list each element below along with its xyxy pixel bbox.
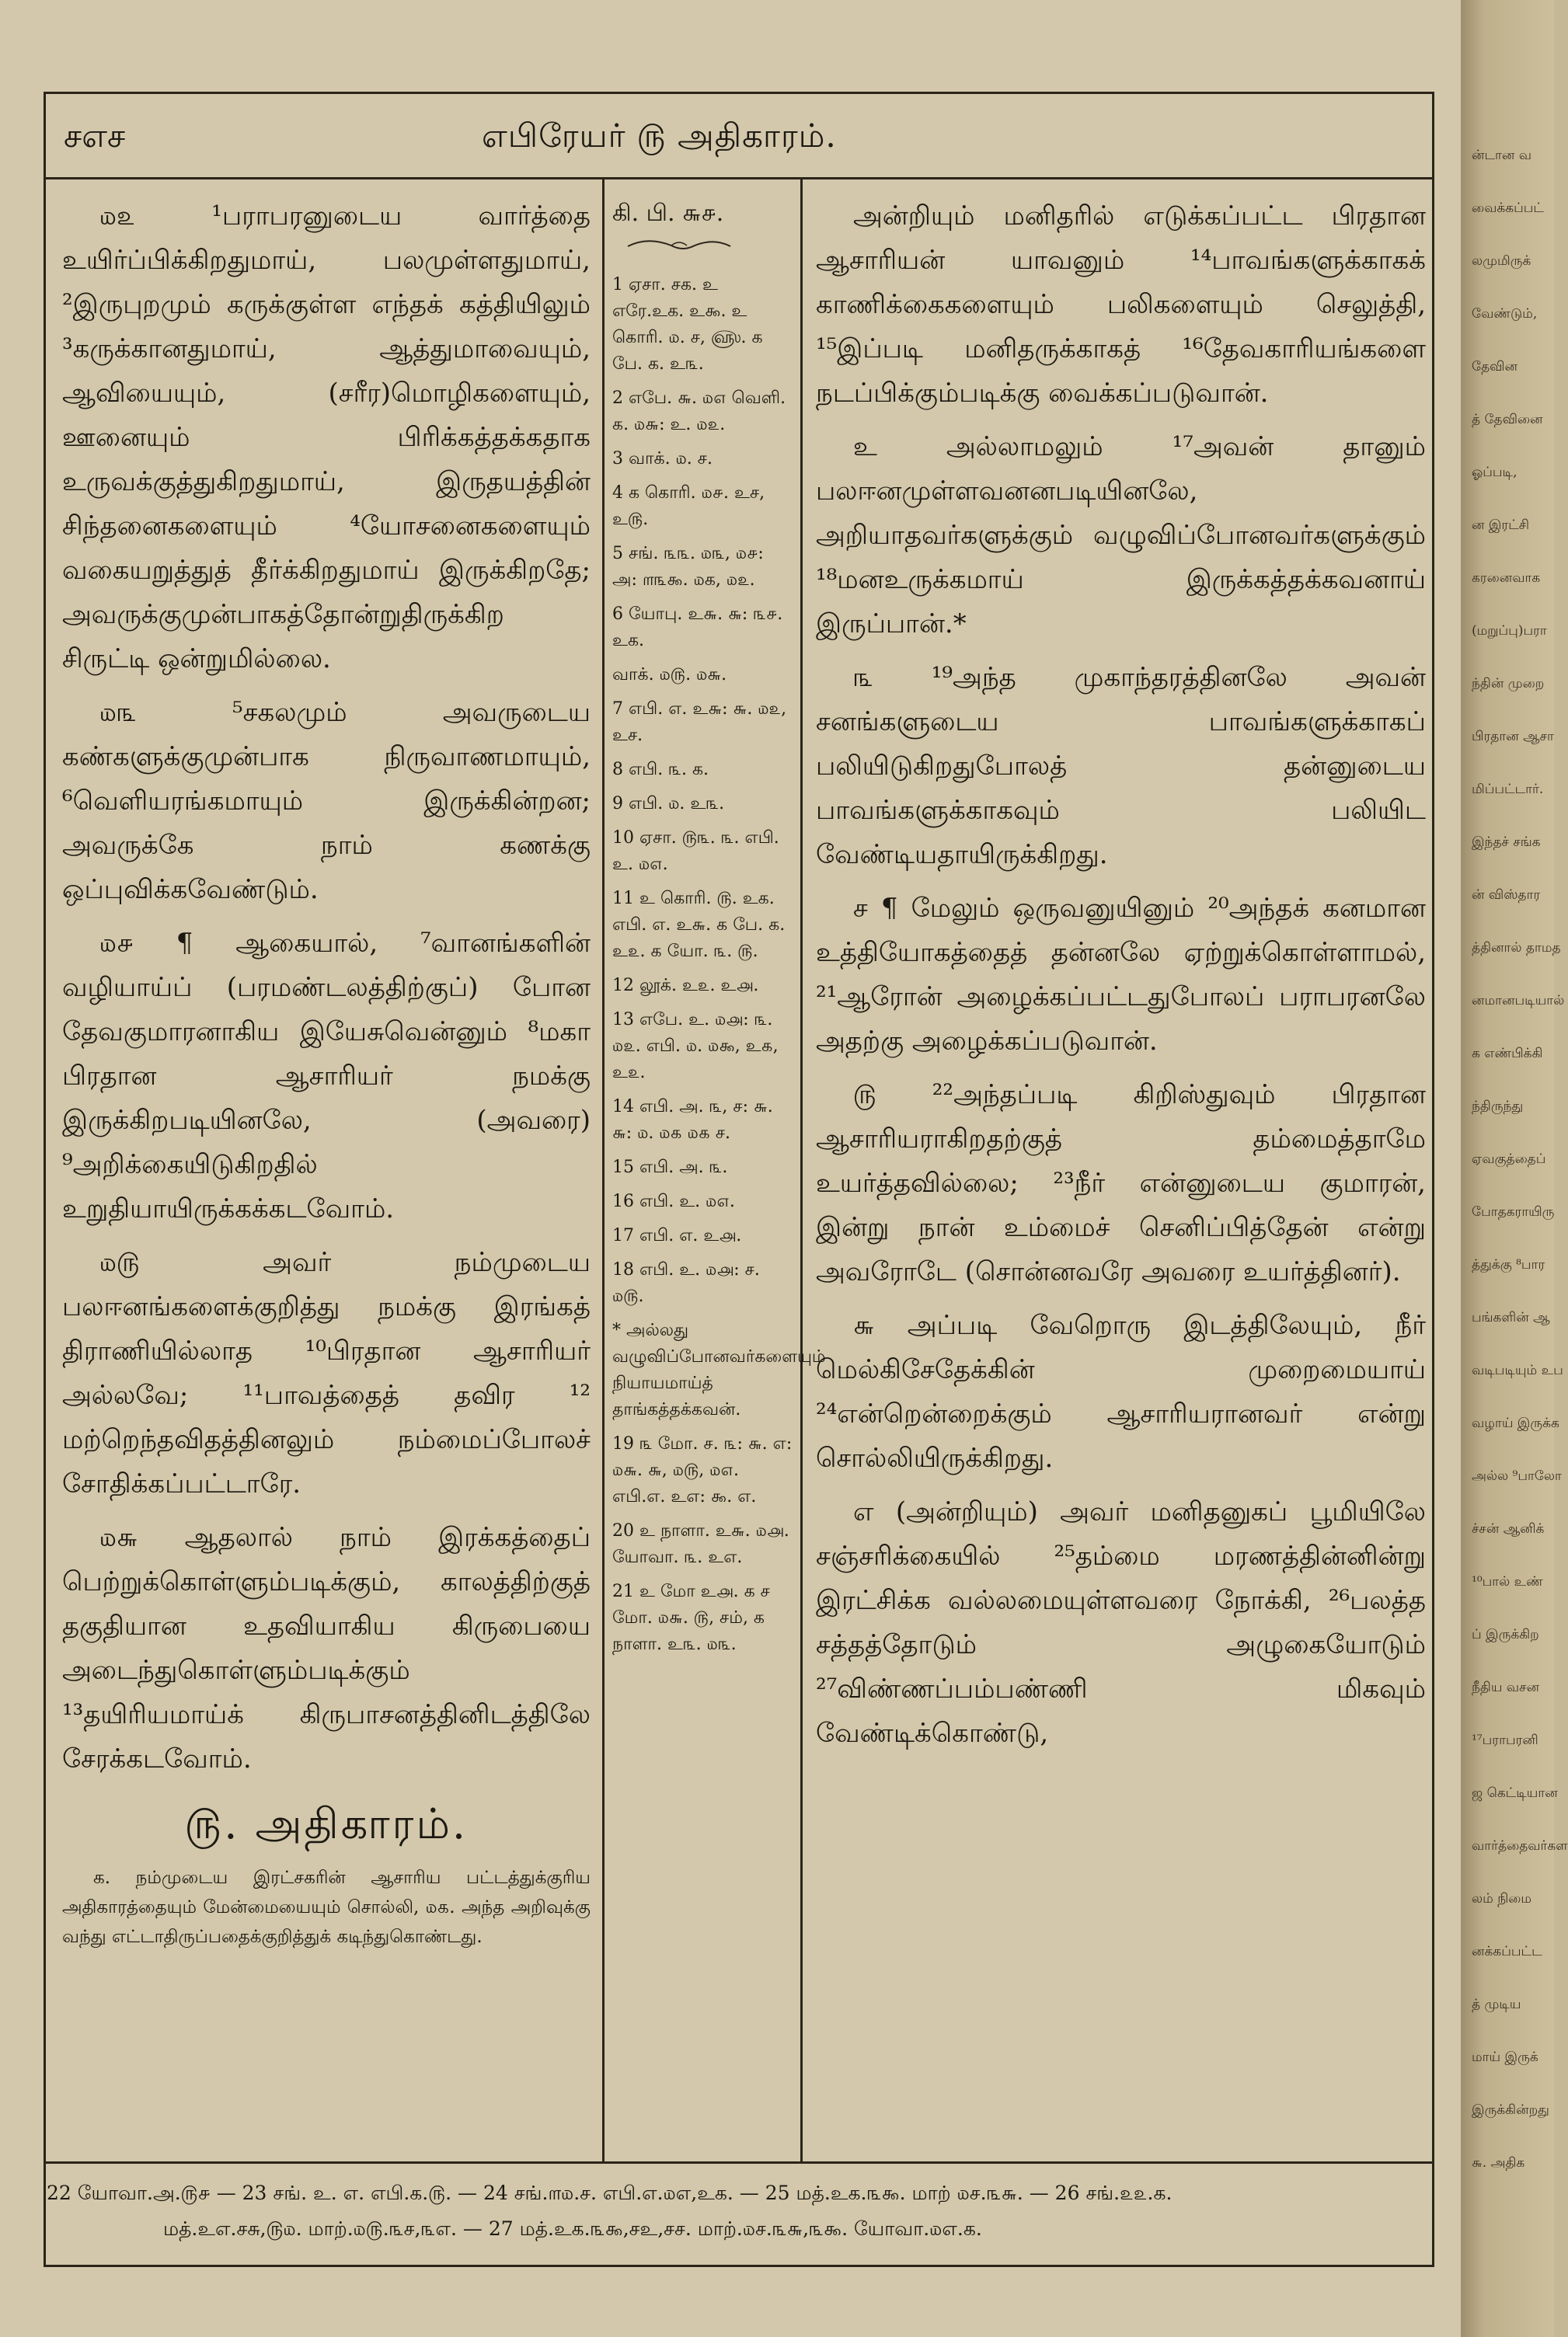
facing-page-fragment: வடிபடியும் உப xyxy=(1472,1363,1563,1378)
facing-page-fragment: மாய் இருக் xyxy=(1472,2050,1538,2065)
facing-page-fragment: ௬. அதிக xyxy=(1472,2155,1525,2171)
cross-reference-item: 15 எபி. அ. ௩. xyxy=(612,1158,728,1177)
facing-page-fragment: ந்திருந்து xyxy=(1472,1099,1524,1114)
facing-page-fragment: பிரதான ஆசா xyxy=(1472,729,1554,744)
cross-reference-item: * அல்லது வழுவிப்போனவர்களையும் நியாயமாய்த் தாங்கத்தக்கவன். xyxy=(612,1321,826,1419)
verse-paragraph: உ அல்லாமலும் ¹⁷அவன் தானும் பலஈனமுள்ளவனனபடியினலே, அறியாதவர்களுக்கும் வழுவிப்போனவர்களுக்கும் ¹⁸மனஉருக்கமாய் இருக்கத்தக்கவனாய் இருப்பான்.* xyxy=(816,431,1426,639)
cross-reference-item: 14 எபி. அ. ௩, ச: ௬. ௬: ௰. ௰௧ ௰௧ ச. xyxy=(612,1097,773,1143)
facing-page-fragment: ஏவகுத்தைப் xyxy=(1472,1151,1546,1167)
verse-paragraph: ௬ அப்படி வேறொரு இடத்திலேயும், நீர் மெல்கிசேதேக்கின் முறைமையாய் ²⁴என்றென்றைக்கும் ஆசாரியரானவர் என்று சொல்லியிருக்கிறது. xyxy=(816,1310,1426,1474)
facing-page-fragment: ச்சன் ஆனிக் xyxy=(1472,1521,1545,1537)
cross-reference-item: 13 எபே. உ. ௰௮: ௩. ௰௨. எபி. ௰. ௰௯, உ௧, உ௨. xyxy=(612,1010,779,1082)
facing-page-fragment: வார்த்தைவர்கள xyxy=(1472,1838,1568,1854)
footnote-line: மத்.உஎ.சசு,௫௰. மாற்.௰௫.௩ச,௩எ. — 27 மத்.உக.௩௯,சஉ,சச. மாற்.௰ச.௩௬,௩௯. யோவா.௰எ.க. xyxy=(163,2217,982,2240)
facing-page-fragment: னக்கப்பட்ட xyxy=(1472,1944,1542,1959)
facing-page-fragment: லம் நிமை xyxy=(1472,1891,1532,1907)
chapter-heading: ௫. அதிகாரம். xyxy=(184,1799,469,1848)
verse-paragraph: ௰௬ ஆதலால் நாம் இரக்கத்தைப் பெற்றுக்கொள்ளும்படிக்கும், காலத்திற்குத் தகுதியான உதவியாகிய கிருபையை அடைந்துகொள்ளும்படிக்கும் ¹³தயிரியமாய்க் கிருபாசனத்தினிடத்திலே சேரக்கடவோம். xyxy=(62,1522,591,1775)
facing-page-fragment: தேவின xyxy=(1472,359,1517,374)
right-text-column xyxy=(816,194,1426,1765)
cross-reference-item: 2 எபே. ௬. ௰௭ வெளி. க. ௰௬: உ. ௰௨. xyxy=(612,388,786,434)
cross-reference-item: 11 உ கொரி. ௫. உக. எபி. எ. உ௬. க பே. க. உ௨. க யோ. ௩. ௫. xyxy=(612,889,786,961)
cross-reference-item: 3 வாக். ௰. ச. xyxy=(612,449,713,468)
verse-paragraph: ௰௪ ¶ ஆகையால், ⁷வானங்களின் வழியாய்ப் (பரமண்டலத்திற்குப்) போன தேவகுமாரனாகிய இயேசுவென்னும் ⁸மகா பிரதான ஆசாரியர் நமக்கு இருக்கிறபடியினலே, (அவரை) ⁹அறிக்கையிடுகிறதில் உறுதியாயிருக்கக்கடவோம். xyxy=(62,928,591,1224)
cross-reference-list xyxy=(612,272,826,1658)
verse-paragraph: அன்றியும் மனிதரில் எடுக்கப்பட்ட பிரதான ஆசாரியன் யாவனும் ¹⁴பாவங்களுக்காகக் காணிக்கைகளையும் பலிகளையும் செலுத்தி, ¹⁵இப்படி மனிதருக்காகத் ¹⁶தேவகாரியங்களை நடப்பிக்கும்படிக்கு வைக்கப்படுவான். xyxy=(816,200,1426,409)
cross-reference-item: 5 சங். ௩௩. ௰௩, ௰௪: அ: ௱௩௯. ௰க, ௰௨. xyxy=(612,544,764,590)
facing-page-fragment: த்துக்கு ⁸பார xyxy=(1472,1257,1545,1273)
cross-reference-item: 18 எபி. உ. ௰௮: ச. ௰௫. xyxy=(612,1260,760,1306)
footnote-references xyxy=(47,2175,1437,2247)
facing-page-fragment: த்தினால் தாமத xyxy=(1472,940,1561,956)
page-number: சஎச xyxy=(64,117,126,155)
facing-page-fragment: ¹⁷பராபரனி xyxy=(1472,1733,1538,1748)
verse-paragraph: ச ¶ மேலும் ஒருவனுயினும் ²⁰அந்தக் கனமான உத்தியோகத்தைத் தன்னலே ஏற்றுக்கொள்ளாமல், ²¹ஆரோன் அழைக்கப்பட்டதுபோலப் பராபரனலே அதற்கு அழைக்கப்படுவான். xyxy=(816,893,1426,1057)
facing-page-fragment: ப் இருக்கிற xyxy=(1472,1627,1539,1642)
facing-page-fragment: வைக்கப்பட் xyxy=(1472,200,1544,216)
verse-paragraph: ௰௩ ⁵சகலமும் அவருடைய கண்களுக்குமுன்பாக நிருவாணமாயும், ⁶வெளியரங்கமாயும் இருக்கின்றன; அவருக்கே நாம் கணக்கு ஒப்புவிக்கவேண்டும். xyxy=(62,697,591,905)
verse-paragraph: ௰௫ அவர் நம்முடைய பலஈனங்களைக்குறித்து நமக்கு இரங்கத் திராணியில்லாத ¹⁰பிரதான ஆசாரியர் அல்லவே; ¹¹பாவத்தைத் தவிர ¹² மற்றெந்தவிதத்தினலும் நம்மைப்போலச் சோதிக்கப்பட்டாரே. xyxy=(62,1247,591,1499)
column-rule-left xyxy=(602,177,605,2161)
cross-reference-item: 8 எபி. ௩. க. xyxy=(612,760,709,779)
facing-page-fragment: ன்டான வ xyxy=(1472,148,1532,163)
facing-page-fragment: நீதிய வசன xyxy=(1472,1680,1539,1695)
verse-paragraph: ௩ ¹⁹அந்த முகாந்தரத்தினலே அவன் சனங்களுடைய பாவங்களுக்காகப் பலியிடுகிறதுபோலத் தன்னுடைய பாவங்களுக்காகவும் பலியிட வேண்டியதாயிருக்கிறது. xyxy=(816,662,1426,870)
facing-page-fragment: அல்ல ⁹பாலோ xyxy=(1472,1468,1562,1484)
facing-page-fragment: ¹⁰பால் உண் xyxy=(1472,1574,1543,1590)
facing-page-fragment: ஜ கெட்டியான xyxy=(1472,1785,1558,1801)
verse-paragraph: ௰௨ ¹பராபரனுடைய வார்த்தை உயிர்ப்பிக்கிறதுமாய், பலமுள்ளதுமாய், ²இருபுறமும் கருக்குள்ள எந்தக் கத்தியிலும் ³கருக்கானதுமாய், ஆத்துமாவையும், ஆவியையும், (சரீர)மொழிகளையும், ஊனையும் பிரிக்கத்தக்கதாக உருவக்குத்துகிறதுமாய், இருதயத்தின் சிந்தனைகளையும் ⁴யோசனைகளையும் வகையறுத்துத் தீர்க்கிறதுமாய் இருக்கிறதே; அவருக்குமுன்பாகத்தோன்றுதிருக்கிற சிருட்டி ஒன்றுமில்லை. xyxy=(62,200,591,674)
facing-page-fragment: மிப்பட்டார். xyxy=(1472,782,1544,797)
cross-reference-item: 10 ஏசா. ௫௩. ௩. எபி. உ. ௰௭. xyxy=(612,828,779,874)
cross-reference-item: 4 க கொரி. ௰௪. உச, உ௫. xyxy=(612,483,765,529)
facing-page-fragment: போதகராயிரு xyxy=(1472,1204,1555,1220)
header-rule xyxy=(44,177,1434,179)
cross-reference-item: 12 லூக். உ௨. உ௮. xyxy=(612,976,759,995)
cross-reference-item: 20 உ நாளா. உ௬. ௰௮. யோவா. ௩. உஎ. xyxy=(612,1521,789,1567)
facing-page-fragment: ன் விஸ்தார xyxy=(1472,887,1541,903)
cross-reference-item: 16 எபி. உ. ௰௭. xyxy=(612,1192,735,1211)
facing-page-fragment: க எண்பிக்கி xyxy=(1472,1046,1543,1061)
date-heading: கி. பி. ௬௪. xyxy=(612,200,724,227)
cross-reference-item: 17 எபி. எ. உ௮. xyxy=(612,1226,742,1245)
cross-reference-item: 6 யோபு. உ௬. ௬: ௩௪. உக. xyxy=(612,604,783,650)
facing-page-fragment: ன இரட்சி xyxy=(1472,517,1530,533)
cross-reference-item: 1 ஏசா. சக. உ எரே.உக. உ௯. உ கொரி. ௰. ச, ௵. க பே. க. உ௩. xyxy=(612,275,763,374)
ornament-flourish-icon xyxy=(625,235,733,258)
facing-page-fragment: வேண்டும், xyxy=(1472,306,1538,322)
facing-page-fragment: னமானபடியால் xyxy=(1472,993,1565,1008)
facing-page-fragment: லமுமிருக் xyxy=(1472,253,1531,269)
facing-page-fragment: கரனைவாக xyxy=(1472,570,1541,586)
footer-rule xyxy=(44,2161,1434,2164)
facing-page-fragment: இருக்கின்றது xyxy=(1472,2102,1549,2118)
cross-reference-column xyxy=(612,194,826,1666)
facing-page-edge xyxy=(1461,0,1568,2337)
facing-page-fragment: த் தேவினை xyxy=(1472,412,1543,427)
facing-page-fragment: ந்தின் முறை xyxy=(1472,676,1545,691)
facing-page-fragment: ஓப்படி, xyxy=(1472,465,1517,480)
verse-paragraph: எ (அன்றியும்) அவர் மனிதனுகப் பூமியிலே சஞ்சரிக்கையில் ²⁵தம்மை மரணத்தின்னின்று இரட்சிக்க வல்லமையுள்ளவரை நோக்கி, ²⁶பலத்த சத்தத்தோடும் அழுகையோடும் ²⁷விண்ணப்பம்பண்ணி மிகவும் வேண்டிக்கொண்டு, xyxy=(816,1496,1426,1749)
cross-reference-item: 9 எபி. ௰. உ௩. xyxy=(612,794,725,813)
cross-reference-item: 19 ௩ மோ. ச. ௩: ௬. எ: ௰௬. ௬, ௰௫, ௰௭. எபி.எ. உஎ: ௯. எ. xyxy=(612,1434,793,1506)
cross-reference-item: வாக். ௰௫. ௰௬. xyxy=(612,665,727,684)
facing-page-fragment: வழாய் இருக்க xyxy=(1472,1416,1559,1431)
facing-page-fragment: (மறுப்பு)பரா xyxy=(1472,623,1547,639)
chapter-summary: க. நம்முடைய இரட்சகரின் ஆசாரிய பட்டத்துக்குரிய அதிகாரத்தையும் மேன்மையையும் சொல்லி, ௰௧. அந்த அறிவுக்கு வந்து எட்டாதிருப்பதைக்குறித்துக் கடிந்துகொண்டது. xyxy=(62,1868,591,1947)
facing-page-fragment: த் முடிய xyxy=(1472,1997,1521,2012)
running-title: எபிரேயர் ௫ அதிகாரம். xyxy=(482,117,837,155)
verse-paragraph: ௫ ²²அந்தப்படி கிறிஸ்துவும் பிரதான ஆசாரியராகிறதற்குத் தம்மைத்தாமே உயர்த்தவில்லை; ²³நீர் என்னுடைய குமாரன், இன்று நான் உம்மைச் செனிப்பித்தேன் என்று அவரோடே (சொன்னவரே அவரை உயர்த்தினர்). xyxy=(816,1079,1426,1287)
cross-reference-item: 21 உ மோ உ௮. க ச மோ. ௰௬. ௫, சம், க நாளா. உ௩. ௰௩. xyxy=(612,1582,770,1654)
facing-page-fragment: இந்தச் சங்க xyxy=(1472,834,1541,850)
left-text-column xyxy=(62,194,591,1952)
column-rule-right xyxy=(800,177,803,2161)
cross-reference-item: 7 எபி. எ. உ௬: ௬. ௰௨, உச. xyxy=(612,699,787,745)
footnote-line: 22 யோவா.அ.௫௪ — 23 சங். உ. எ. எபி.க.௫. — 24 சங்.௱௰.ச. எபி.எ.௰எ,உக. — 25 மத்.உக.௩௯. மாற் ௰ச.௩௬. — 26 சங்.௨௨.க. xyxy=(47,2182,1173,2204)
facing-page-fragment: பங்களின் ஆ xyxy=(1472,1310,1550,1325)
